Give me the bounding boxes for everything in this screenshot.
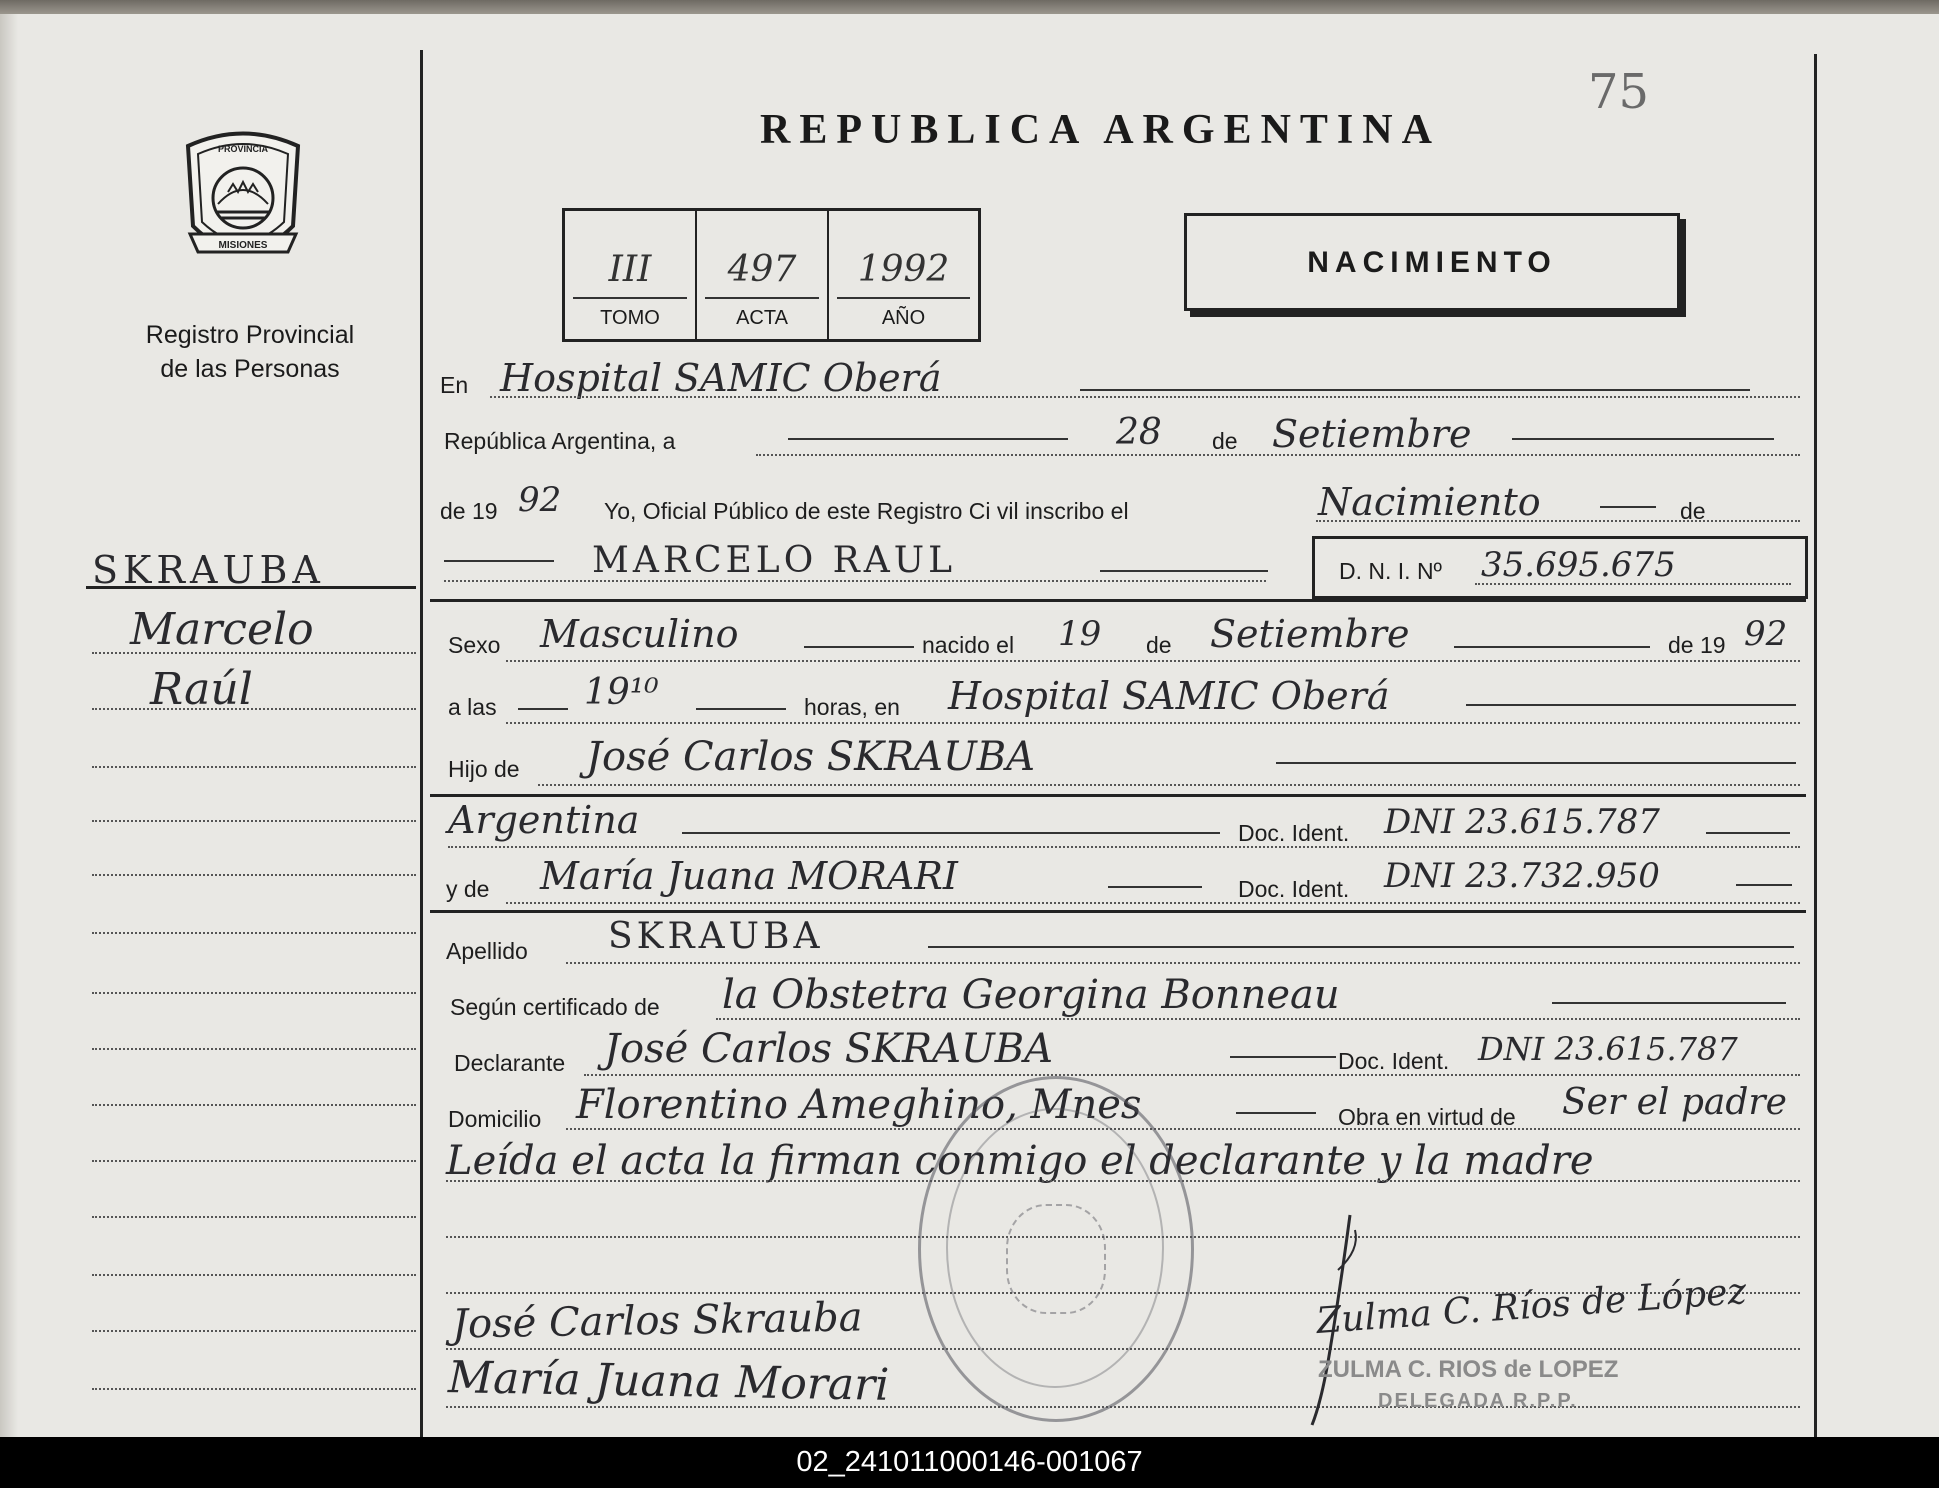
mother-name: María Juana MORARI xyxy=(540,854,958,898)
dni-value: 35.695.675 xyxy=(1481,545,1676,585)
book-binding xyxy=(0,14,18,1437)
dni-rule xyxy=(1475,583,1791,585)
yde-label: y de xyxy=(446,876,490,902)
father-doc-filler-line xyxy=(1706,832,1790,834)
hijo-label: Hijo de xyxy=(448,756,520,782)
apellido-filler-line xyxy=(928,946,1794,948)
segun-filler-line xyxy=(1552,1002,1786,1004)
en-filler-line xyxy=(1080,389,1750,391)
inscribo-value: Nacimiento xyxy=(1318,480,1541,524)
svg-text:PROVINCIA: PROVINCIA xyxy=(217,144,269,154)
birth-place: Hospital SAMIC Oberá xyxy=(948,674,1390,718)
alas-label: a las xyxy=(448,694,497,720)
margin-surname: SKRAUBA xyxy=(92,548,325,592)
official-stamp-title: DELEGADA R.P.P. xyxy=(1378,1390,1578,1412)
day-value: 28 xyxy=(1116,412,1162,453)
tomo-value: III xyxy=(608,249,652,290)
dni-label: D. N. I. Nº xyxy=(1339,558,1442,584)
father-nationality: Argentina xyxy=(448,798,640,842)
tomo-cell xyxy=(565,211,697,339)
en-label: En xyxy=(440,372,469,398)
anio-cell xyxy=(829,211,978,339)
hour-filler-line xyxy=(696,708,786,710)
mother-doc-filler-line xyxy=(1736,884,1792,886)
child-name-lead-line xyxy=(444,560,554,562)
alas-rule xyxy=(506,722,1800,724)
en-rule xyxy=(490,396,1800,398)
father-filler-line xyxy=(1276,762,1796,764)
margin-first-name: Marcelo xyxy=(130,604,314,655)
declarante-doc: DNI 23.615.787 xyxy=(1478,1030,1738,1068)
republica-label: República Argentina, a xyxy=(444,428,676,454)
seal-emblem-icon xyxy=(1006,1204,1106,1314)
de-label-2: de xyxy=(1680,498,1706,524)
anio-value: 1992 xyxy=(857,249,950,290)
sexo-label: Sexo xyxy=(448,632,501,658)
segun-label: Según certificado de xyxy=(450,994,660,1020)
acta-value: 497 xyxy=(727,249,797,290)
apellido-label: Apellido xyxy=(446,938,528,964)
father-doc: DNI 23.615.787 xyxy=(1384,802,1660,842)
mother-filler-line xyxy=(1108,886,1202,888)
year-prefix: de 19 xyxy=(440,498,498,524)
domicilio-label: Domicilio xyxy=(448,1106,542,1132)
page-number: 75 xyxy=(1588,64,1650,120)
tomo-label: TOMO xyxy=(600,307,660,329)
svg-text:MISIONES: MISIONES xyxy=(218,240,268,251)
child-name: MARCELO RAUL xyxy=(592,540,957,581)
mother-rule xyxy=(506,902,1800,904)
sexo-filler-line xyxy=(804,646,914,648)
registry-name xyxy=(80,318,420,386)
apellido-rule xyxy=(566,962,1800,964)
official-stamp-name: ZULMA C. RIOS de LOPEZ xyxy=(1318,1356,1619,1383)
margin-divider xyxy=(420,50,423,1437)
official-statement: Yo, Oficial Público de este Registro Ci vil inscribo el xyxy=(604,498,1129,524)
right-border xyxy=(1814,54,1817,1437)
nationality-rule xyxy=(448,846,1800,848)
date-rule xyxy=(756,454,1800,456)
doc-label-declarante: Doc. Ident. xyxy=(1338,1048,1450,1074)
nacido-label: nacido el xyxy=(922,632,1015,658)
de-label-1: de xyxy=(1212,428,1238,454)
segun-value: la Obstetra Georgina Bonneau xyxy=(722,972,1340,1018)
inscribo-rule xyxy=(1316,520,1800,522)
record-type-box xyxy=(1184,213,1680,311)
declarante-label: Declarante xyxy=(454,1050,566,1076)
hour-lead-line xyxy=(518,708,568,710)
birth-month-filler-line xyxy=(1454,646,1650,648)
official-signature-stroke xyxy=(1300,1210,1380,1430)
lecture-statement: Leída el acta la firman conmigo el declarante y la madre xyxy=(446,1138,1594,1184)
domicilio-value: Florentino Ameghino, Mnes xyxy=(576,1082,1142,1128)
doc-label-mother: Doc. Ident. xyxy=(1238,876,1350,902)
hour-value: 19¹⁰ xyxy=(584,672,659,713)
hijo-rule xyxy=(538,784,1800,786)
certificate-page xyxy=(0,14,1939,1437)
misiones-seal-icon xyxy=(178,126,308,271)
obra-value: Ser el padre xyxy=(1562,1082,1787,1123)
en-value: Hospital SAMIC Oberá xyxy=(500,356,942,400)
mother-doc: DNI 23.732.950 xyxy=(1384,856,1660,896)
inscribo-filler-line xyxy=(1600,506,1656,508)
birth-year: 92 xyxy=(1744,614,1788,654)
day-filler-line xyxy=(788,438,1068,440)
section-rule-2 xyxy=(430,794,1806,797)
section-rule-3 xyxy=(430,910,1806,913)
declarante-rule xyxy=(584,1074,1800,1076)
month-value: Setiembre xyxy=(1272,412,1472,456)
declarante-filler-line xyxy=(1230,1056,1336,1058)
father-name: José Carlos SKRAUBA xyxy=(586,734,1036,780)
child-name-rule xyxy=(444,580,1266,582)
segun-rule xyxy=(716,1018,1800,1020)
sexo-rule xyxy=(506,660,1800,662)
anio-label: AÑO xyxy=(881,307,926,329)
nationality-filler-line xyxy=(682,832,1220,834)
domicilio-rule xyxy=(566,1128,1800,1130)
scan-id: 02_241011000146-001067 xyxy=(796,1446,1143,1478)
page-title: REPUBLICA ARGENTINA xyxy=(760,107,1441,153)
month-filler-line xyxy=(1512,438,1774,440)
apellido-value: SKRAUBA xyxy=(608,916,824,957)
scan-footer xyxy=(0,1437,1939,1488)
margin-second-name: Raúl xyxy=(150,664,253,715)
year-value: 92 xyxy=(518,480,562,520)
obra-label: Obra en virtud de xyxy=(1338,1104,1516,1130)
dni-box xyxy=(1312,536,1808,599)
record-type: NACIMIENTO xyxy=(1307,246,1557,279)
birth-year-prefix: de 19 xyxy=(1668,632,1726,658)
registry-name-line1: Registro Provincial xyxy=(145,321,355,349)
record-number-box xyxy=(562,208,981,342)
domicilio-filler-line xyxy=(1236,1112,1316,1114)
mother-signature: María Juana Morari xyxy=(447,1352,890,1411)
sexo-value: Masculino xyxy=(540,612,739,656)
acta-label: ACTA xyxy=(736,307,788,329)
doc-label-father: Doc. Ident. xyxy=(1238,820,1350,846)
section-rule-1 xyxy=(430,599,1806,602)
acta-cell xyxy=(697,211,829,339)
birth-month: Setiembre xyxy=(1210,612,1410,656)
declarante-value: José Carlos SKRAUBA xyxy=(604,1026,1054,1072)
child-name-filler-line xyxy=(1100,570,1268,572)
de-label-3: de xyxy=(1146,632,1172,658)
official-signature: Zulma C. Ríos de López xyxy=(1315,1271,1748,1342)
margin-surname-rule xyxy=(86,586,416,589)
registry-name-line2: de las Personas xyxy=(160,355,340,383)
birth-day: 19 xyxy=(1058,614,1102,654)
father-signature: José Carlos Skrauba xyxy=(451,1294,863,1348)
horas-label: horas, en xyxy=(804,694,900,720)
birth-place-filler-line xyxy=(1466,704,1796,706)
